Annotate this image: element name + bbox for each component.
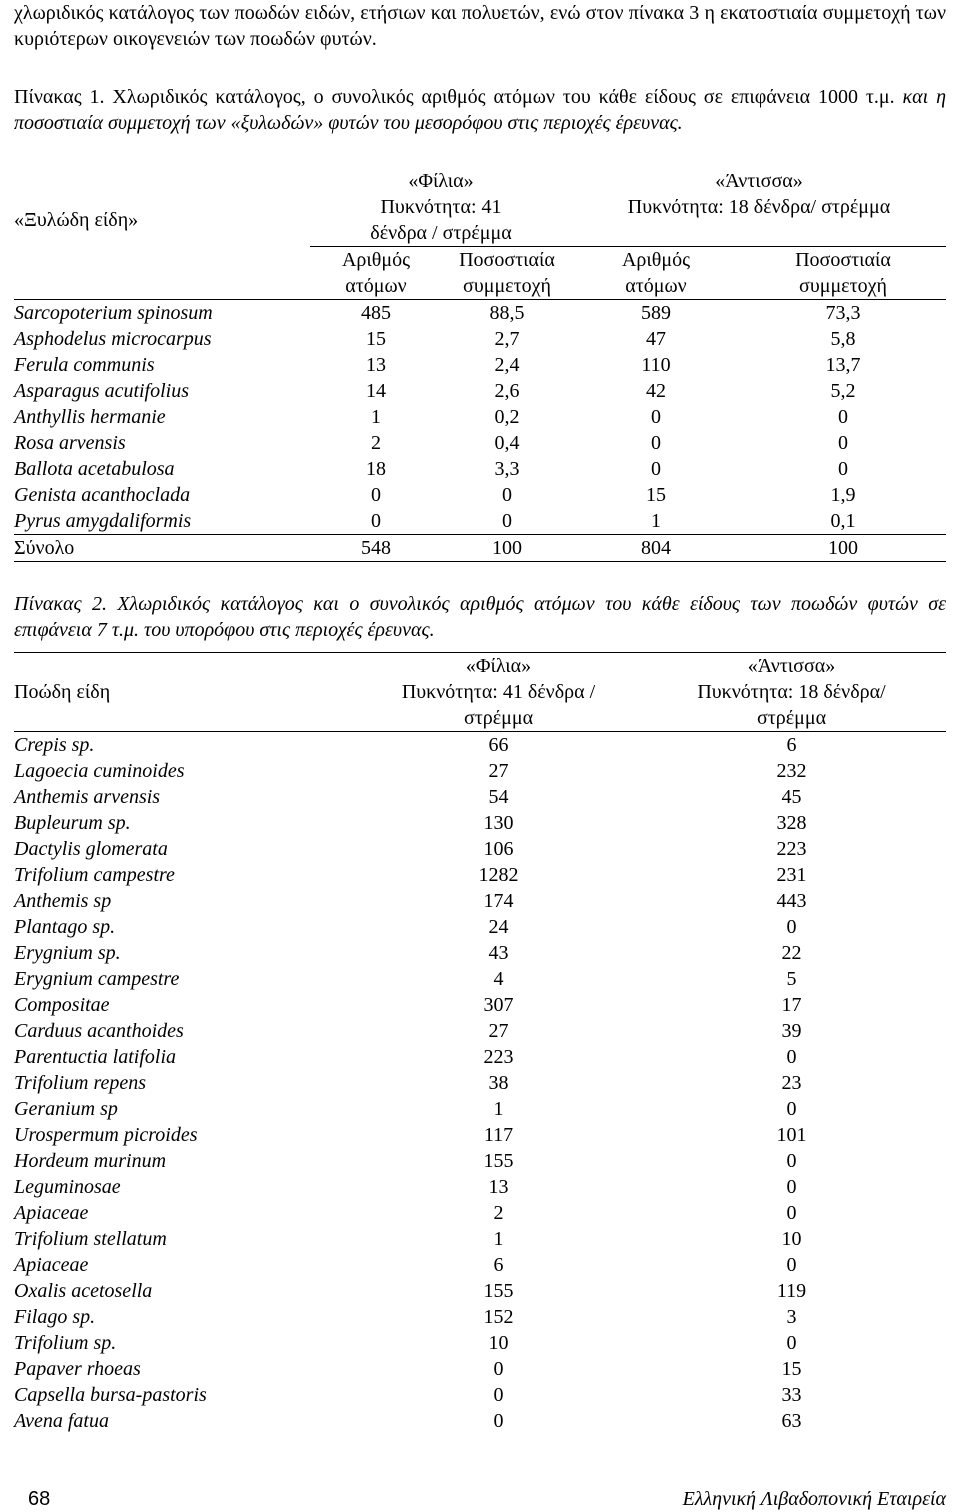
filia-count: 54 (488, 786, 509, 808)
table-row (14, 1096, 946, 1122)
filia-count: 14 (366, 380, 386, 402)
antissa-count: 0 (651, 432, 661, 454)
filia-percent: 0 (502, 484, 512, 506)
table-row (14, 300, 946, 327)
antissa-percent: 5,8 (830, 328, 856, 350)
table-row (14, 456, 946, 482)
filia-percent: 0,4 (494, 432, 520, 454)
antissa-percent: 0 (838, 432, 848, 454)
percent-label: Ποσοστιαία συμμετοχή (795, 249, 891, 297)
table2-header-site1 (360, 653, 637, 732)
species-name: Plantago sp. (14, 916, 116, 938)
filia-count: 1 (493, 1228, 504, 1250)
filia-count: 24 (488, 916, 509, 938)
table-row (14, 1070, 946, 1096)
species-name: Rosa arvensis (14, 432, 126, 454)
table-row (14, 482, 946, 508)
table-row (14, 378, 946, 404)
total-label: Σύνολο (14, 535, 310, 562)
table-row (14, 966, 946, 992)
antissa-count: 0 (786, 1254, 797, 1276)
antissa-percent: 5,2 (830, 380, 856, 402)
table-row (14, 1044, 946, 1070)
species-name: Oxalis acetosella (14, 1280, 153, 1302)
species-name: Urospermum picroides (14, 1124, 198, 1146)
antissa-count: 10 (781, 1228, 802, 1250)
species-name: Capsella bursa-pastoris (14, 1384, 207, 1406)
table1-caption-prefix: Πίνακας 1. Χλωριδικός κατάλογος, ο συνολικός αριθμός ατόμων του κάθε είδους σε επιφάνεια 1000 τ.μ. (14, 86, 895, 108)
table2-site2-density-b: στρέμμα (756, 707, 827, 729)
table-row (14, 992, 946, 1018)
species-name: Anthemis sp (14, 890, 112, 912)
species-name: Lagoecia cuminoides (14, 760, 185, 782)
table1-filia-count-header (310, 247, 442, 300)
table1-caption (14, 84, 946, 136)
filia-count: 4 (493, 968, 504, 990)
antissa-count: 17 (781, 994, 802, 1016)
filia-count: 0 (493, 1384, 504, 1406)
species-name: Genista acanthoclada (14, 484, 191, 506)
filia-count: 38 (488, 1072, 509, 1094)
table1-header-site1 (310, 168, 572, 247)
filia-count: 27 (488, 1020, 509, 1042)
antissa-count: 223 (776, 838, 807, 860)
species-name: Erygnium campestre (14, 968, 180, 990)
filia-count: 0 (371, 510, 381, 532)
filia-count: 10 (488, 1332, 509, 1354)
species-name: Apiaceae (14, 1202, 89, 1224)
filia-count: 223 (483, 1046, 514, 1068)
filia-count: 27 (488, 760, 509, 782)
antissa-count: 0 (786, 1046, 797, 1068)
antissa-count: 15 (646, 484, 666, 506)
filia-count: 13 (366, 354, 386, 376)
table-row (14, 940, 946, 966)
antissa-count: 42 (646, 380, 666, 402)
species-name: Anthemis arvensis (14, 786, 161, 808)
table1-caption-rest: και η ποσοστιαία συμμετοχή των «ξυλωδών» φυτών του μεσορόφου στις περιοχές έρευνας. (14, 86, 947, 134)
filia-count: 1282 (478, 864, 519, 886)
filia-count: 2 (493, 1202, 504, 1224)
species-name: Parentuctia latifolia (14, 1046, 177, 1068)
filia-count: 155 (483, 1280, 514, 1302)
filia-count: 152 (483, 1306, 514, 1328)
table1-filia-pct-header (442, 247, 572, 300)
antissa-percent: 73,3 (825, 302, 861, 324)
page-footer (14, 1486, 946, 1512)
antissa-count: 119 (776, 1280, 807, 1302)
antissa-count: 0 (651, 458, 661, 480)
table-row (14, 1304, 946, 1330)
table-row (14, 810, 946, 836)
filia-count: 1 (371, 406, 381, 428)
antissa-percent: 13,7 (825, 354, 861, 376)
filia-percent: 0,2 (494, 406, 520, 428)
table2-site2-name: «Άντισσα» (747, 655, 836, 677)
table1-header-species: «Ξυλώδη είδη» (14, 209, 139, 232)
table1-header-site2 (572, 168, 946, 247)
filia-percent: 88,5 (489, 302, 525, 324)
species-name: Compositae (14, 994, 110, 1016)
species-name: Carduus acanthoides (14, 1020, 184, 1042)
count-label: Αριθμός ατόμων (621, 249, 691, 297)
antissa-count: 15 (781, 1358, 802, 1380)
table1-header-row-sites (14, 168, 946, 247)
filia-count: 43 (488, 942, 509, 964)
count-label: Αριθμός ατόμων (341, 249, 411, 297)
species-name: Trifolium campestre (14, 864, 175, 886)
antissa-count: 39 (781, 1020, 802, 1042)
table1-site1-name: «Φίλια» (408, 170, 474, 192)
woody-species-table (14, 168, 946, 562)
herbaceous-species-table (14, 652, 946, 1434)
antissa-count: 0 (786, 916, 797, 938)
filia-count: 307 (483, 994, 514, 1016)
antissa-count: 45 (781, 786, 802, 808)
table1-header-row-metrics (14, 247, 946, 300)
table2-header-row (14, 653, 946, 732)
table2-caption: Πίνακας 2. Χλωριδικός κατάλογος και ο συνολικός αριθμός ατόμων του κάθε είδους των ποωδών φυτών σε επιφάνεια 7 τ.μ. του υπορόφου στις περιοχές έρευνας. (14, 593, 946, 641)
filia-percent-total: 100 (442, 535, 572, 562)
filia-count: 130 (483, 812, 514, 834)
filia-count-total: 548 (310, 535, 442, 562)
filia-count: 0 (493, 1410, 504, 1432)
filia-count: 6 (493, 1254, 504, 1276)
table-row (14, 1356, 946, 1382)
antissa-count: 63 (781, 1410, 802, 1432)
antissa-count: 0 (786, 1176, 797, 1198)
species-name: Ballota acetabulosa (14, 458, 175, 480)
antissa-count: 3 (786, 1306, 797, 1328)
table1-antissa-pct-header (740, 247, 946, 300)
table1-site2-density: Πυκνότητα: 18 δένδρα/ στρέμμα (627, 196, 891, 218)
page-number: 68 (28, 1488, 51, 1510)
filia-count: 485 (361, 302, 391, 324)
species-name: Dactylis glomerata (14, 838, 168, 860)
antissa-count: 589 (641, 302, 671, 324)
filia-percent: 3,3 (494, 458, 520, 480)
table-row (14, 1226, 946, 1252)
antissa-percent-total: 100 (740, 535, 946, 562)
species-name: Bupleurum sp. (14, 812, 131, 834)
antissa-count: 101 (776, 1124, 807, 1146)
table-row (14, 784, 946, 810)
antissa-count: 47 (646, 328, 666, 350)
species-name: Sarcopoterium spinosum (14, 302, 213, 324)
antissa-count: 0 (786, 1098, 797, 1120)
publisher-name: Ελληνική Λιβαδοπονική Εταιρεία (682, 1488, 946, 1510)
table-row (14, 1200, 946, 1226)
antissa-count: 231 (776, 864, 807, 886)
intro-paragraph: χλωριδικός κατάλογος των ποωδών ειδών, ετήσιων και πολυετών, ενώ στον πίνακα 3 η εκατοστιαία συμμετοχή των κυριότερων οικογενειών των ποωδών φυτών. (14, 2, 946, 50)
species-name: Trifolium stellatum (14, 1228, 167, 1250)
table-row (14, 758, 946, 784)
filia-count: 1 (493, 1098, 504, 1120)
filia-count: 106 (483, 838, 514, 860)
filia-count: 0 (371, 484, 381, 506)
table-row (14, 404, 946, 430)
table-row (14, 1148, 946, 1174)
antissa-count: 5 (786, 968, 797, 990)
antissa-count: 33 (781, 1384, 802, 1406)
species-name: Geranium sp (14, 1098, 118, 1120)
antissa-percent: 0 (838, 458, 848, 480)
antissa-percent: 0 (838, 406, 848, 428)
table2-header-species: Ποώδη είδη (14, 653, 360, 732)
species-name: Trifolium repens (14, 1072, 147, 1094)
table1-antissa-count-header (572, 247, 740, 300)
antissa-count: 6 (786, 734, 797, 756)
species-name: Trifolium sp. (14, 1332, 117, 1354)
antissa-count-total: 804 (572, 535, 740, 562)
antissa-percent: 1,9 (830, 484, 856, 506)
antissa-count: 0 (651, 406, 661, 428)
table2-site1-density-a: Πυκνότητα: 41 δένδρα / (401, 681, 596, 703)
antissa-count: 22 (781, 942, 802, 964)
filia-count: 117 (483, 1124, 514, 1146)
table-row (14, 508, 946, 535)
antissa-count: 328 (776, 812, 807, 834)
filia-count: 15 (366, 328, 386, 350)
table-row (14, 914, 946, 940)
table1-site1-density: Πυκνότητα: 41 δένδρα / στρέμμα (370, 196, 512, 244)
filia-count: 155 (483, 1150, 514, 1172)
antissa-percent: 0,1 (830, 510, 856, 532)
table-row (14, 1174, 946, 1200)
species-name: Papaver rhoeas (14, 1358, 141, 1380)
species-name: Anthyllis hermanie (14, 406, 166, 428)
filia-count: 66 (488, 734, 509, 756)
filia-count: 174 (483, 890, 514, 912)
species-name: Leguminosae (14, 1176, 121, 1198)
table-row (14, 1278, 946, 1304)
table1-total-row (14, 535, 946, 562)
percent-label: Ποσοστιαία συμμετοχή (459, 249, 555, 297)
species-name: Avena fatua (14, 1410, 109, 1432)
filia-percent: 2,4 (494, 354, 520, 376)
species-name: Apiaceae (14, 1254, 89, 1276)
table2-header-site2 (637, 653, 946, 732)
table-row (14, 836, 946, 862)
filia-count: 13 (488, 1176, 509, 1198)
filia-percent: 0 (502, 510, 512, 532)
species-name: Erygnium sp. (14, 942, 121, 964)
table-row (14, 430, 946, 456)
antissa-count: 110 (641, 354, 671, 376)
antissa-count: 0 (786, 1202, 797, 1224)
species-name: Pyrus amygdaliformis (14, 510, 192, 532)
table-row (14, 732, 946, 759)
table-row (14, 352, 946, 378)
species-name: Asparagus acutifolius (14, 380, 190, 402)
antissa-count: 0 (786, 1150, 797, 1172)
filia-count: 2 (371, 432, 381, 454)
table-row (14, 862, 946, 888)
table2-site2-density-a: Πυκνότητα: 18 δένδρα/ (697, 681, 886, 703)
species-name: Filago sp. (14, 1306, 96, 1328)
table1-site2-name: «Άντισσα» (715, 170, 803, 192)
species-name: Ferula communis (14, 354, 155, 376)
table-row (14, 888, 946, 914)
table-row (14, 326, 946, 352)
antissa-count: 1 (651, 510, 661, 532)
antissa-count: 23 (781, 1072, 802, 1094)
antissa-count: 232 (776, 760, 807, 782)
table2-site1-name: «Φίλια» (465, 655, 532, 677)
table2-site1-density-b: στρέμμα (463, 707, 534, 729)
table-row (14, 1330, 946, 1356)
table-row (14, 1122, 946, 1148)
species-name: Crepis sp. (14, 734, 95, 756)
filia-count: 18 (366, 458, 386, 480)
table-row (14, 1018, 946, 1044)
antissa-count: 443 (776, 890, 807, 912)
species-name: Hordeum murinum (14, 1150, 167, 1172)
table-row (14, 1252, 946, 1278)
species-name: Asphodelus microcarpus (14, 328, 212, 350)
table-row (14, 1408, 946, 1434)
filia-count: 0 (493, 1358, 504, 1380)
table-row (14, 1382, 946, 1408)
filia-percent: 2,7 (494, 328, 520, 350)
filia-percent: 2,6 (494, 380, 520, 402)
antissa-count: 0 (786, 1332, 797, 1354)
